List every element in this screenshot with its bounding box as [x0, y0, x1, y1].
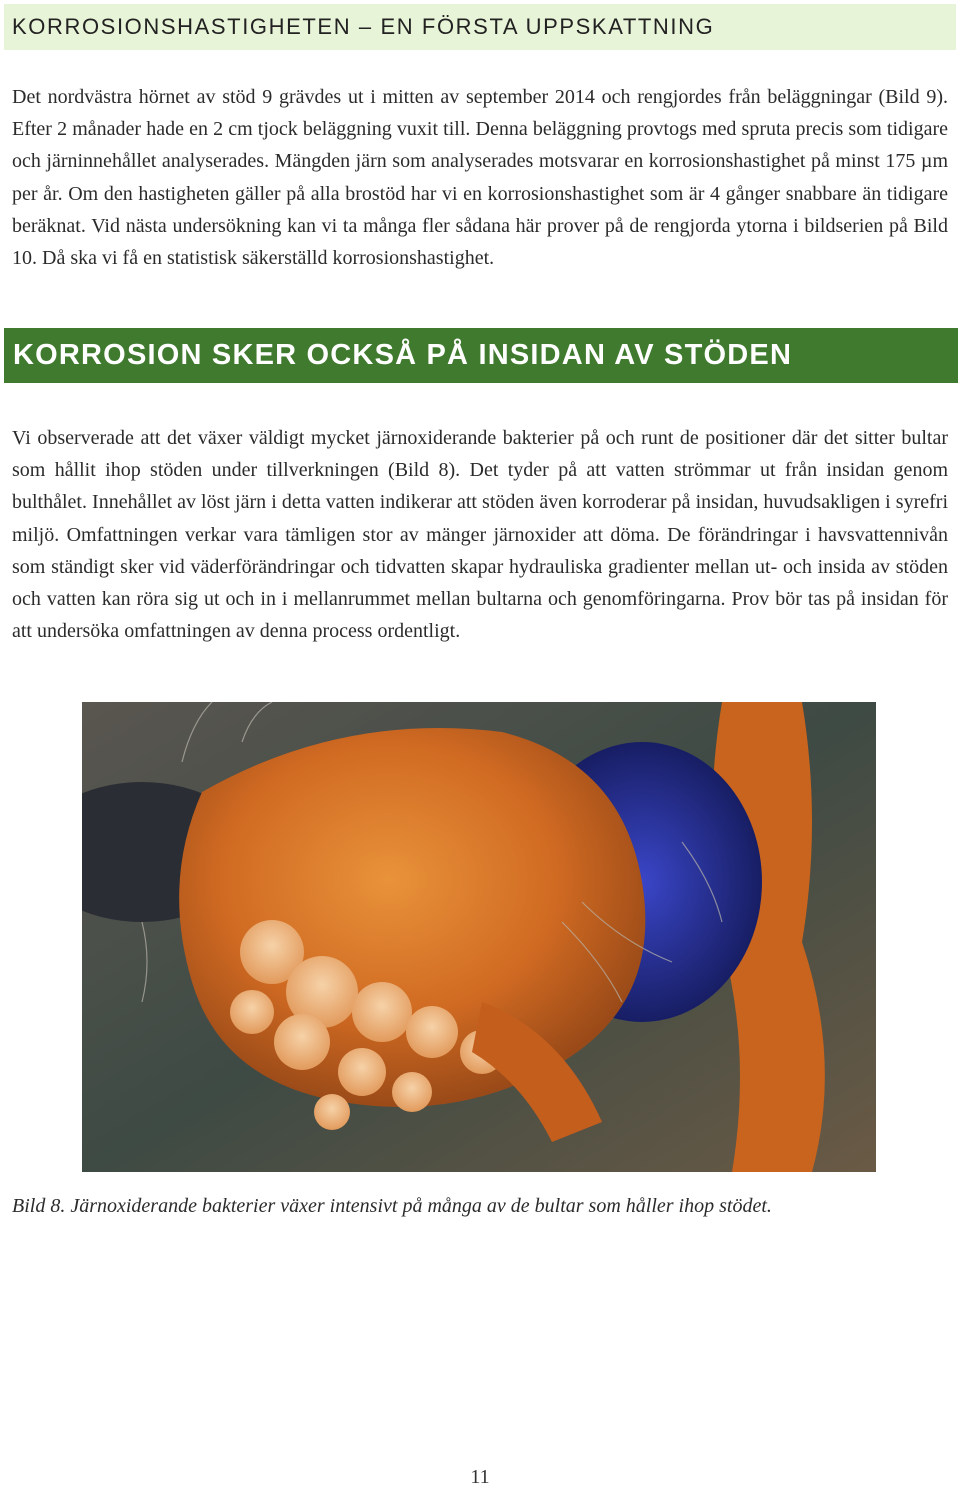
page-number: 11	[470, 1466, 490, 1488]
paragraph-corrosion-rate: Det nordvästra hörnet av stöd 9 grävdes ut i mitten av september 2014 och rengjordes från beläggningar (Bild 9). Efter 2 månader hade en 2 cm tjock beläggning vuxit till. Denna beläggning provtogs med spruta precis som tidigare och järninnehållet analyserades. Mängden järn som analyserades motsvarar en korrosionshastighet på minst 175 µm per år. Om den hastigheten gäller på alla brostöd har vi en korrosionshastighet som är 4 gånger snabbare än tidigare beräknat. Vid nästa undersökning kan vi ta många fler sådana här prover på de rengjorda ytorna i bildserien på Bild 10. Då ska vi få en statistisk säkerställd korrosionshastighet.	[12, 86, 948, 270]
section-heading-inside-corrosion: KORROSION SKER OCKSÅ PÅ INSIDAN AV STÖDEN	[4, 328, 958, 383]
figure-photo-bacteria-on-bolt	[82, 702, 876, 1172]
figure-caption: Bild 8. Järnoxiderande bakterier växer intensivt på många av de bultar som håller ihop stödet.	[12, 1195, 772, 1217]
section-heading-corrosion-rate: KORROSIONSHASTIGHETEN – EN FÖRSTA UPPSKATTNING	[4, 4, 956, 50]
photo-illustration	[82, 702, 876, 1172]
paragraph-inside-corrosion: Vi observerade att det växer väldigt mycket järnoxiderande bakterier på och runt de positioner där det sitter bultar som hållit ihop stöden under tillverkningen (Bild 8). Det tyder på att vatten strömmar ut från insidan genom bulthålet. Innehållet av löst järn i detta vatten indikerar att stöden även korroderar på insidan, huvudsakligen i syrefri miljö. Omfattningen verkar vara tämligen stor av mänger järnoxider att döma. De förändringar i havsvattennivån som ständigt sker vid väderförändringar och tidvatten skapar hydrauliska gradienter mellan ut- och insida av stöden och vatten kan röra sig ut och in i mellanrummet mellan bultarna och genomföringarna. Prov bör tas på insidan för att undersöka omfattningen av denna process ordentligt.	[12, 427, 948, 643]
